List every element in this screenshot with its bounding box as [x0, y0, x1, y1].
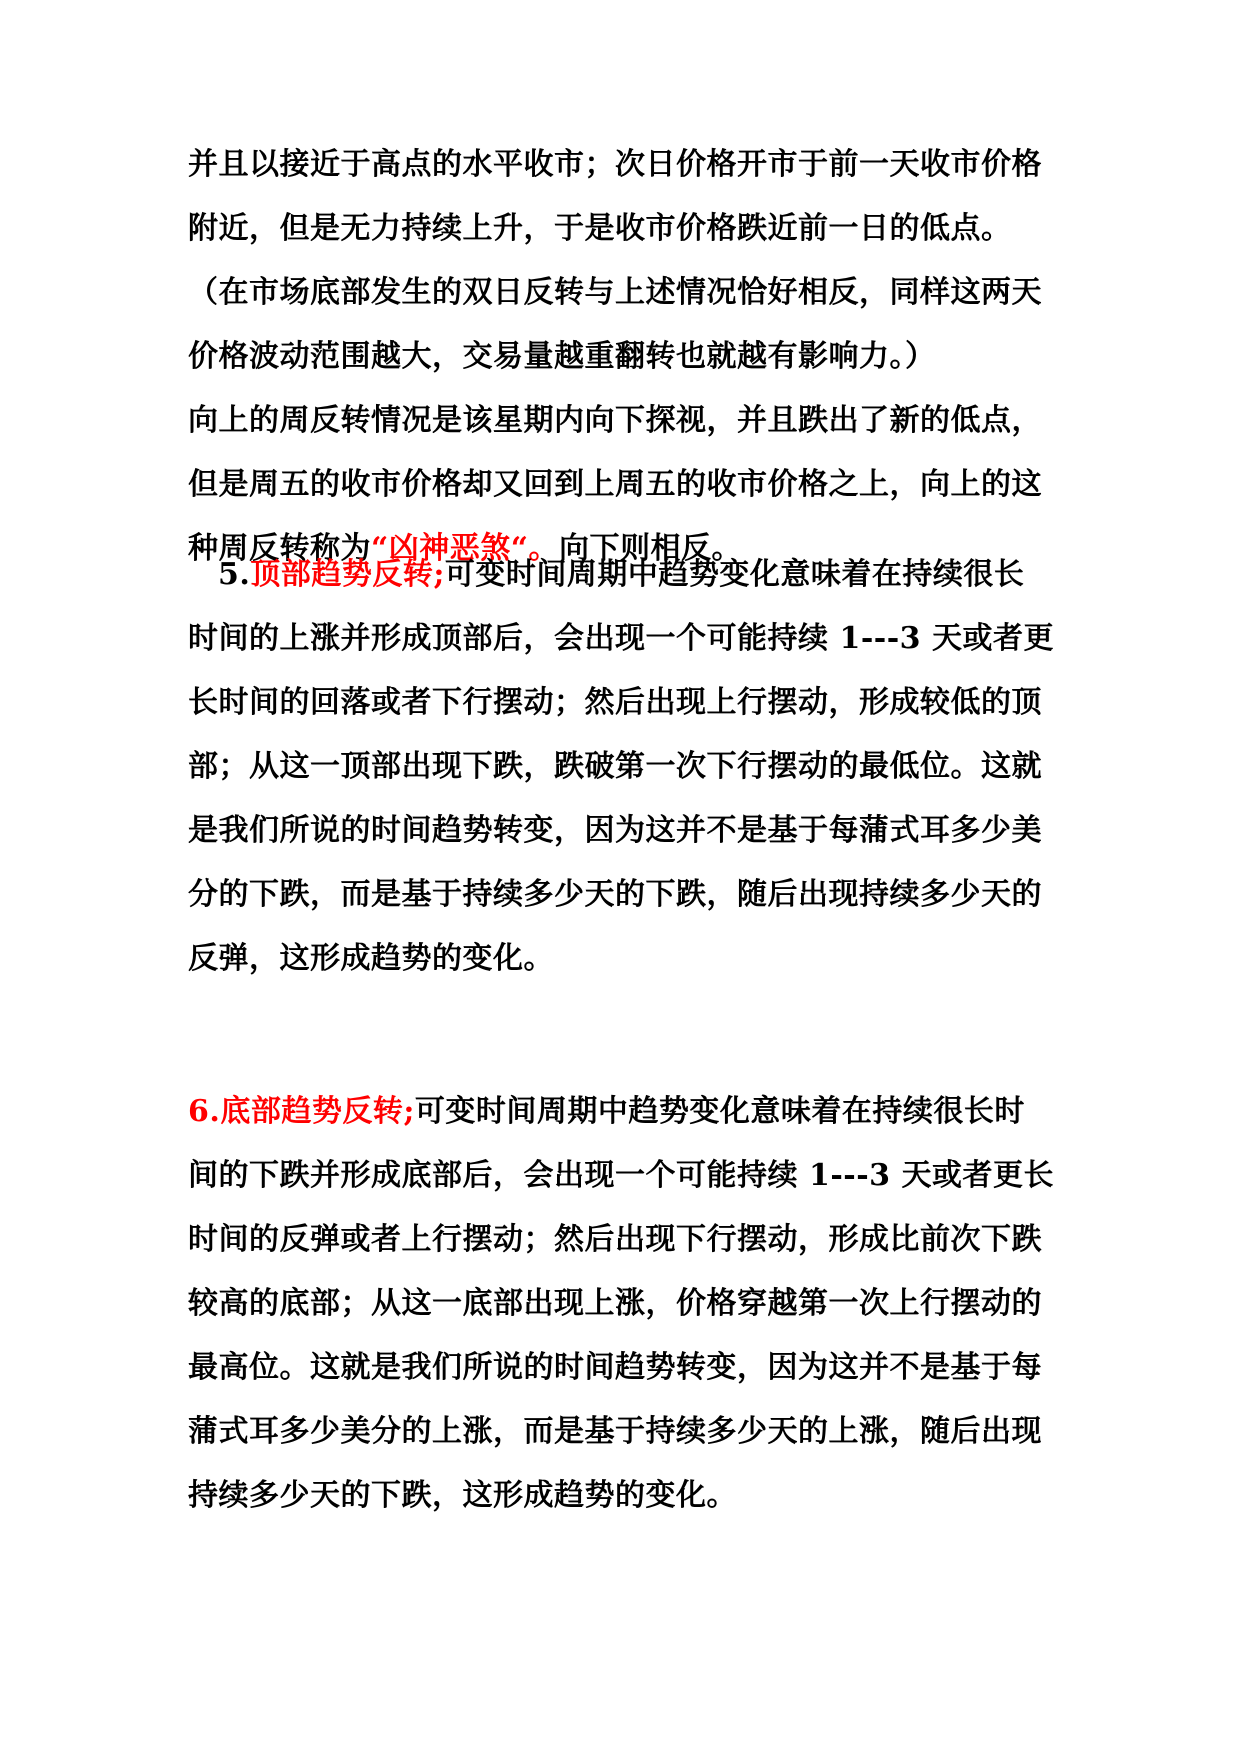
text-line: 最高位。这就是我们所说的时间趋势转变，因为这并不是基于每 — [188, 1350, 1042, 1385]
text-line: 分的下跌，而是基于持续多少天的下跌，随后出现持续多少天的 — [188, 877, 1042, 912]
section-number: 5. — [218, 557, 251, 592]
text-segment: 可变时间周期中趋势变化意味着在持续很长时 — [414, 1094, 1025, 1129]
text-segment: 向下则相反。 — [559, 531, 743, 566]
section-title: 顶部趋势反转; — [250, 557, 445, 592]
text-line: 并且以接近于高点的水平收市；次日价格开市于前一天收市价格 — [188, 147, 1042, 182]
text-line: 蒲式耳多少美分的上涨，而是基于持续多少天的上涨，随后出现 — [188, 1414, 1042, 1449]
text-line: 但是周五的收市价格却又回到上周五的收市价格之上，向上的这 — [188, 467, 1042, 502]
text-line: 向上的周反转情况是该星期内向下探视，并且跌出了新的低点， — [188, 403, 1042, 438]
text-line: 持续多少天的下跌，这形成趋势的变化。 — [188, 1478, 737, 1513]
text-line: 反弹，这形成趋势的变化。 — [188, 941, 554, 976]
highlight-term: “凶神恶煞“。 — [371, 531, 560, 566]
text-line: 是我们所说的时间趋势转变，因为这并不是基于每蒲式耳多少美 — [188, 813, 1042, 848]
text-line: 价格波动范围越大，交易量越重翻转也就越有影响力。） — [188, 339, 936, 374]
text-line: 长时间的回落或者下行摆动；然后出现上行摆动，形成较低的顶 — [188, 685, 1042, 720]
text-line: 部；从这一顶部出现下跌，跌破第一次下行摆动的最低位。这就 — [188, 749, 1042, 784]
section-heading-line — [188, 1080, 1058, 1144]
text-line: 时间的反弹或者上行摆动；然后出现下行摆动，形成比前次下跌 — [188, 1222, 1042, 1257]
paragraph-reversal — [188, 133, 1058, 581]
text-line: 时间的上涨并形成顶部后，会出现一个可能持续 1---3 天或者更 — [188, 621, 1054, 656]
text-line: （在市场底部发生的双日反转与上述情况恰好相反，同样这两天 — [188, 275, 1042, 310]
text-line: 间的下跌并形成底部后，会出现一个可能持续 1---3 天或者更长 — [188, 1158, 1054, 1193]
text-segment: 可变时间周期中趋势变化意味着在持续很长 — [444, 557, 1025, 592]
section-6-bottom-trend-reversal — [188, 1080, 1058, 1528]
section-title: 6.底部趋势反转; — [188, 1094, 415, 1129]
text-line: 附近，但是无力持续上升，于是收市价格跌近前一日的低点。 — [188, 211, 1012, 246]
text-line: 较高的底部；从这一底部出现上涨，价格穿越第一次上行摆动的 — [188, 1286, 1042, 1321]
text-segment: 种周反转称为 — [188, 531, 371, 566]
section-heading-line — [188, 543, 1058, 607]
section-5-top-trend-reversal — [188, 543, 1058, 991]
